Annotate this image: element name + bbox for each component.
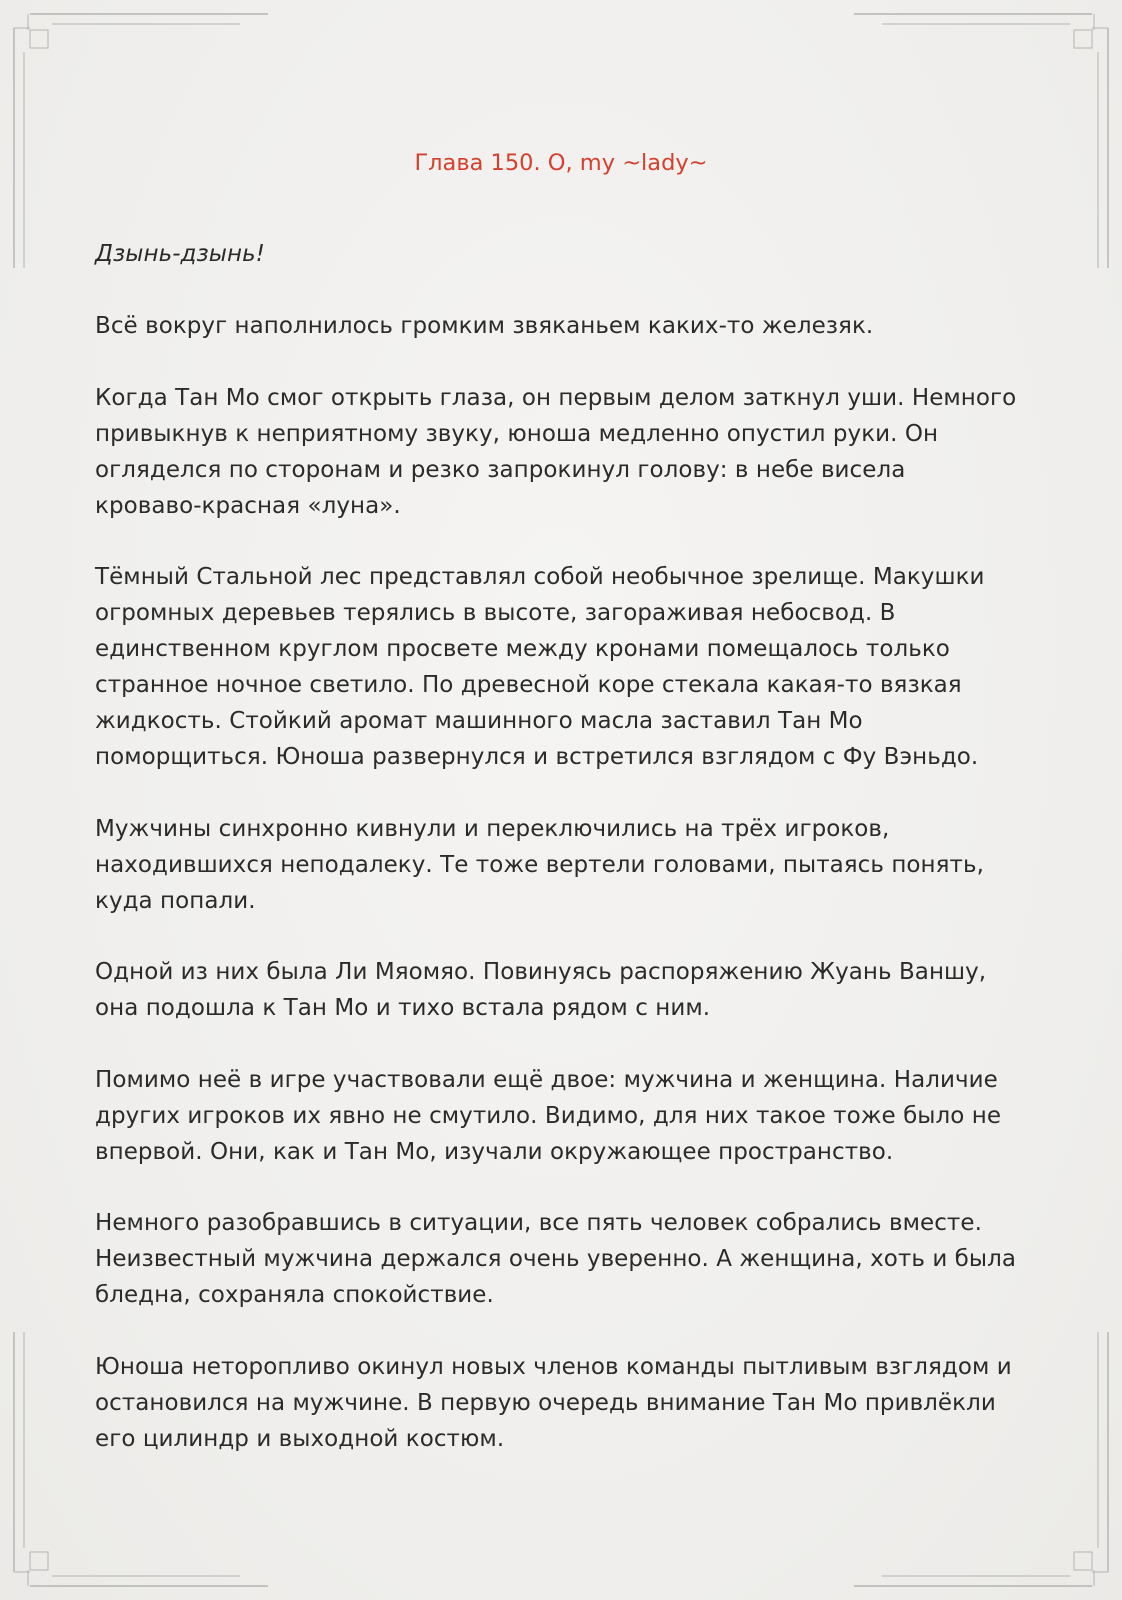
chapter-title: Глава 150. О, my ~lady~ <box>414 150 708 176</box>
paragraph: Помимо неё в игре участвовали ещё двое: мужчина и женщина. Наличие других игроков их явно не смутило. Видимо, для них такое тоже было не впервой. Они, как и Тан Мо, изучали окружающее пространство. <box>95 1066 1002 1165</box>
paragraph: Когда Тан Мо смог открыть глаза, он первым делом заткнул уши. Немного привыкнув к неприятному звуку, юноша медленно опустил руки. Он огляделся по сторонам и резко запрокинул голову: в небе висела кроваво-красная «луна». <box>95 384 1017 519</box>
paragraph: Мужчины синхронно кивнули и переключились на трёх игроков, находившихся неподалеку. Те тоже вертели головами, пытаясь понять, куда попали. <box>95 815 984 914</box>
paragraph: Дзынь-дзынь! <box>95 241 265 267</box>
paragraph: Тёмный Стальной лес представлял собой необычное зрелище. Макушки огромных деревьев терялись в высоте, загораживая небосвод. В единственном круглом просвете между кронами помещалось только странное ночное светило. По древесной коре стекала какая-то вязкая жидкость. Стойкий аромат машинного масла заставил Тан Мо поморщиться. Юноша развернулся и встретился взглядом с Фу Вэньдо. <box>95 564 985 770</box>
paragraph: Юноша неторопливо окинул новых членов команды пытливым взглядом и остановился на мужчине. В первую очередь внимание Тан Мо привлёкли его цилиндр и выходной костюм. <box>95 1353 1012 1452</box>
paragraph: Немного разобравшись в ситуации, все пять человек собрались вместе. Неизвестный мужчина держался очень уверенно. А женщина, хоть и была бледна, сохраняла спокойствие. <box>95 1210 1017 1308</box>
paragraph: Всё вокруг наполнилось громким звяканьем каких-то железяк. <box>95 313 874 339</box>
chapter-body <box>95 236 1045 1492</box>
paragraph: Одной из них была Ли Мяомяо. Повинуясь распоряжению Жуань Ваншу, она подошла к Тан Мо и тихо встала рядом с ним. <box>95 959 987 1021</box>
